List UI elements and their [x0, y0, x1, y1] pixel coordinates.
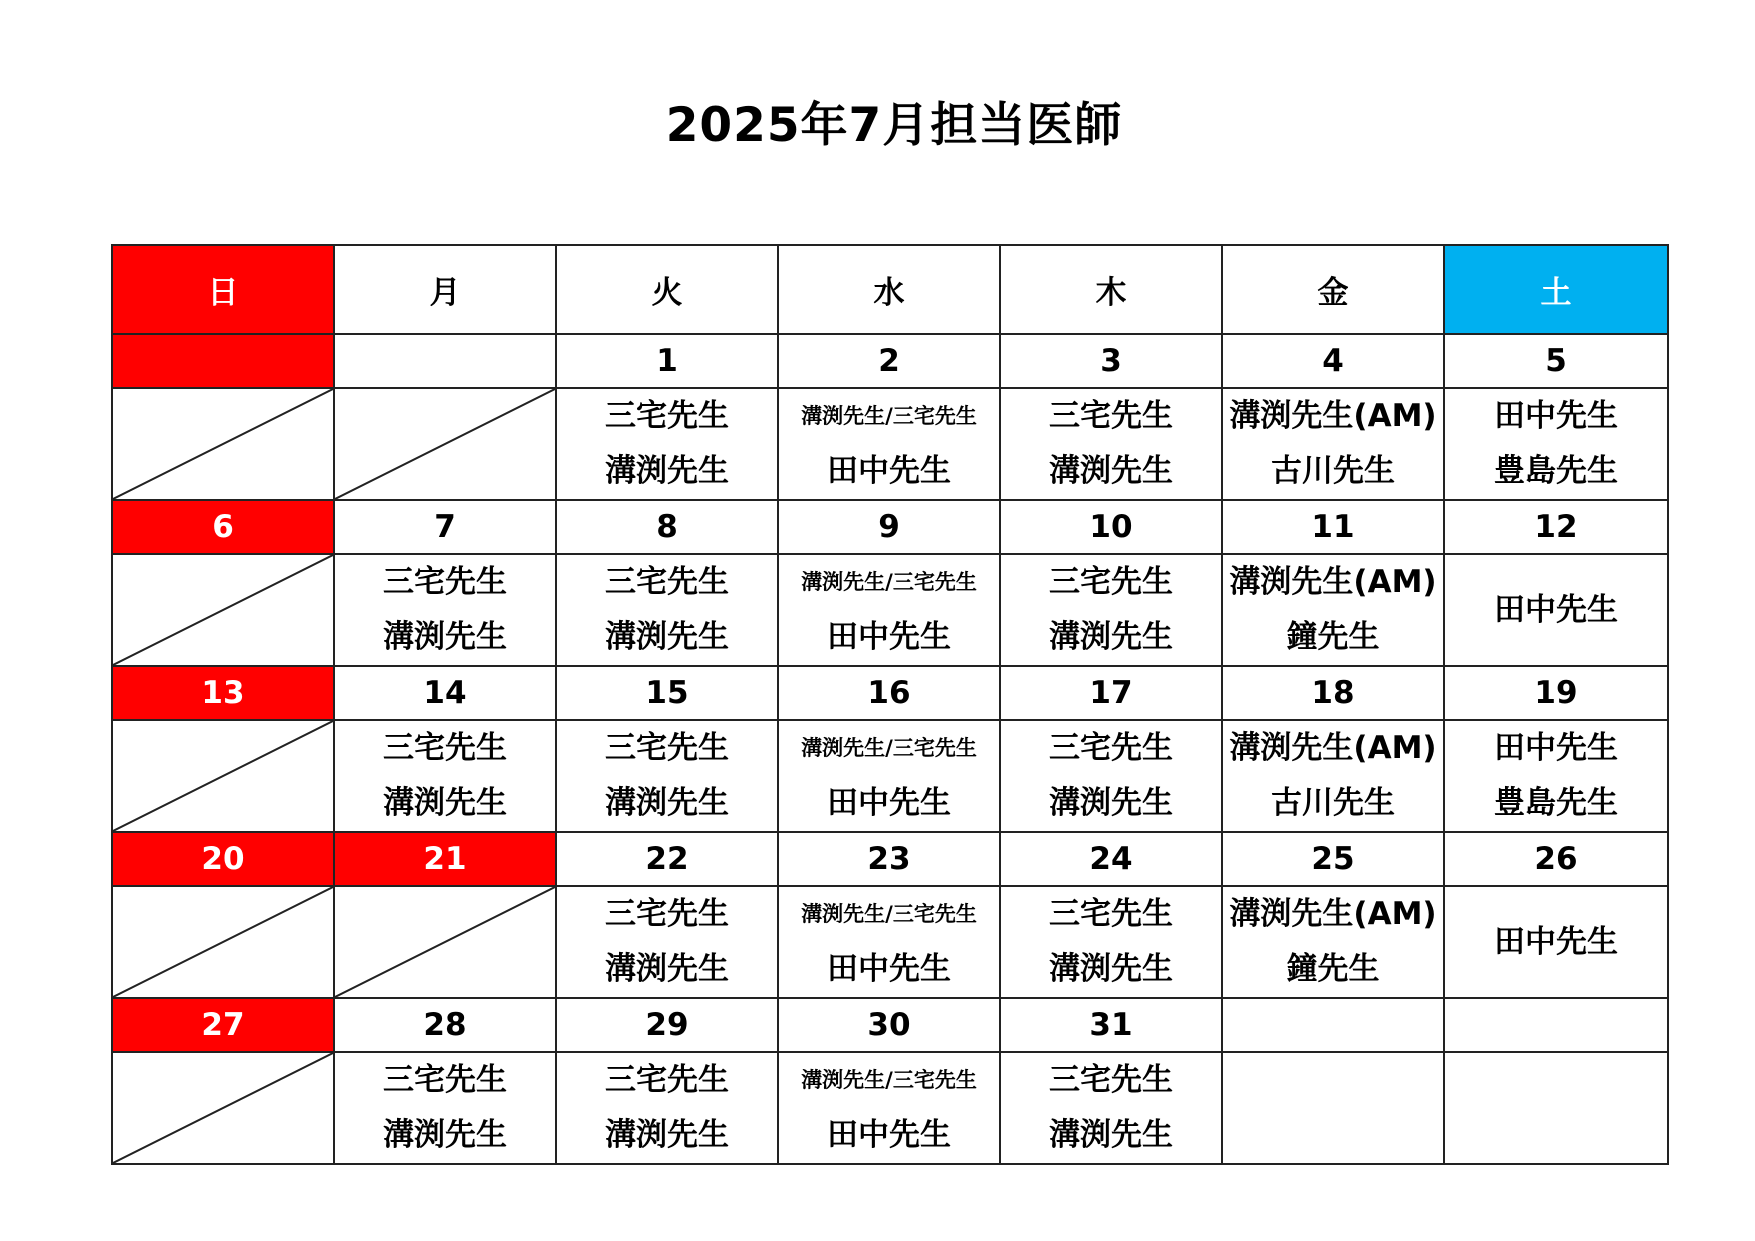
doctor-cell-sat	[1444, 554, 1668, 666]
doctor-cell-mon	[334, 1052, 556, 1164]
date-cell-sat: 19	[1444, 666, 1668, 720]
doctor-name: 三宅先生	[605, 730, 729, 766]
doctor-name: 田中先生	[827, 453, 951, 489]
closed-slash-mark	[335, 887, 555, 997]
doctor-name: 溝渕先生/三宅先生	[801, 736, 977, 760]
date-cell-sat: 12	[1444, 500, 1668, 554]
doctor-name: 三宅先生	[1049, 730, 1173, 766]
doctor-name: 溝渕先生	[383, 1117, 507, 1153]
doctor-name: 溝渕先生/三宅先生	[801, 570, 977, 594]
doctor-name: 溝渕先生	[383, 785, 507, 821]
doctor-name: 古川先生	[1271, 785, 1395, 821]
date-cell-tue: 29	[556, 998, 778, 1052]
doctor-cell-tue	[556, 886, 778, 998]
doctor-name: 三宅先生	[1049, 1062, 1173, 1098]
doctor-name: 溝渕先生/三宅先生	[801, 404, 977, 428]
doctor-row	[112, 1052, 1668, 1164]
closed-slash-mark	[113, 389, 333, 499]
doctor-cell-sun	[112, 554, 334, 666]
date-cell-fri: 25	[1222, 832, 1444, 886]
doctor-name: 溝渕先生/三宅先生	[801, 1068, 977, 1092]
date-cell-thu: 3	[1000, 334, 1222, 388]
date-row	[112, 334, 1668, 388]
weekday-monday: 月	[334, 245, 556, 334]
date-cell-sun: 27	[112, 998, 334, 1052]
date-cell-tue: 22	[556, 832, 778, 886]
doctor-name: 溝渕先生	[1049, 1117, 1173, 1153]
doctor-cell-wed	[778, 1052, 1000, 1164]
doctor-name: 溝渕先生	[605, 453, 729, 489]
closed-slash-mark	[113, 887, 333, 997]
doctor-cell-sun	[112, 1052, 334, 1164]
date-row	[112, 500, 1668, 554]
date-row	[112, 832, 1668, 886]
date-cell-tue: 1	[556, 334, 778, 388]
date-cell-tue: 15	[556, 666, 778, 720]
doctor-name: 溝渕先生	[383, 619, 507, 655]
date-cell-mon: 28	[334, 998, 556, 1052]
doctor-name: 鐘先生	[1286, 951, 1380, 987]
doctor-name: 田中先生	[827, 785, 951, 821]
doctor-name: 溝渕先生(AM)	[1229, 398, 1437, 434]
date-cell-wed: 16	[778, 666, 1000, 720]
weekday-thursday: 木	[1000, 245, 1222, 334]
doctor-cell-fri	[1222, 554, 1444, 666]
date-cell-thu: 10	[1000, 500, 1222, 554]
doctor-row	[112, 388, 1668, 500]
date-cell-thu: 31	[1000, 998, 1222, 1052]
doctor-cell-fri	[1222, 720, 1444, 832]
doctor-cell-sat	[1444, 388, 1668, 500]
date-cell-sat	[1444, 998, 1668, 1052]
doctor-cell-mon	[334, 720, 556, 832]
doctor-name: 溝渕先生	[1049, 951, 1173, 987]
doctor-cell-thu	[1000, 388, 1222, 500]
doctor-name: 三宅先生	[605, 398, 729, 434]
date-cell-sun: 20	[112, 832, 334, 886]
doctor-cell-thu	[1000, 720, 1222, 832]
doctor-row	[112, 554, 1668, 666]
closed-slash-mark	[113, 721, 333, 831]
doctor-name: 田中先生	[1494, 398, 1618, 434]
doctor-name: 溝渕先生(AM)	[1229, 896, 1437, 932]
doctor-name: 三宅先生	[1049, 564, 1173, 600]
doctor-name: 田中先生	[827, 1117, 951, 1153]
doctor-name: 溝渕先生/三宅先生	[801, 902, 977, 926]
weekday-saturday: 土	[1444, 245, 1668, 334]
doctor-name: 田中先生	[1494, 730, 1618, 766]
doctor-name: 三宅先生	[605, 564, 729, 600]
doctor-name: 溝渕先生	[605, 785, 729, 821]
weekday-sunday: 日	[112, 245, 334, 334]
date-cell-wed: 2	[778, 334, 1000, 388]
page-title: 2025年7月担当医師	[665, 98, 1123, 153]
date-row	[112, 666, 1668, 720]
doctor-cell-mon	[334, 388, 556, 500]
doctor-row	[112, 720, 1668, 832]
date-cell-fri	[1222, 998, 1444, 1052]
date-cell-tue: 8	[556, 500, 778, 554]
doctor-name: 溝渕先生(AM)	[1229, 730, 1437, 766]
date-cell-sun	[112, 334, 334, 388]
doctor-cell-tue	[556, 1052, 778, 1164]
doctor-cell-sat	[1444, 1052, 1668, 1164]
doctor-cell-sun	[112, 388, 334, 500]
doctor-cell-mon	[334, 886, 556, 998]
doctor-cell-wed	[778, 388, 1000, 500]
date-cell-wed: 30	[778, 998, 1000, 1052]
weekday-friday: 金	[1222, 245, 1444, 334]
doctor-cell-fri	[1222, 388, 1444, 500]
doctor-name: 三宅先生	[605, 1062, 729, 1098]
doctor-name: 豊島先生	[1494, 785, 1618, 821]
doctor-name: 田中先生	[1494, 923, 1618, 960]
date-cell-thu: 24	[1000, 832, 1222, 886]
doctor-cell-sat	[1444, 720, 1668, 832]
doctor-name: 古川先生	[1271, 453, 1395, 489]
date-cell-mon	[334, 334, 556, 388]
doctor-name: 三宅先生	[383, 1062, 507, 1098]
doctor-name: 溝渕先生	[1049, 453, 1173, 489]
date-cell-sat: 26	[1444, 832, 1668, 886]
date-row	[112, 998, 1668, 1052]
weekday-tuesday: 火	[556, 245, 778, 334]
closed-slash-mark	[113, 555, 333, 665]
doctor-name: 三宅先生	[605, 896, 729, 932]
doctor-cell-tue	[556, 554, 778, 666]
weekday-wednesday: 水	[778, 245, 1000, 334]
doctor-cell-sun	[112, 720, 334, 832]
doctor-name: 溝渕先生	[1049, 785, 1173, 821]
doctor-name: 溝渕先生	[605, 951, 729, 987]
date-cell-fri: 4	[1222, 334, 1444, 388]
doctor-name: 溝渕先生	[605, 1117, 729, 1153]
doctor-row	[112, 886, 1668, 998]
date-cell-sat: 5	[1444, 334, 1668, 388]
doctor-cell-wed	[778, 886, 1000, 998]
weekday-header-row	[112, 245, 1668, 334]
doctor-cell-tue	[556, 720, 778, 832]
date-cell-fri: 11	[1222, 500, 1444, 554]
doctor-cell-wed	[778, 720, 1000, 832]
doctor-name: 田中先生	[827, 951, 951, 987]
doctor-name: 三宅先生	[1049, 896, 1173, 932]
doctor-cell-thu	[1000, 1052, 1222, 1164]
doctor-cell-thu	[1000, 554, 1222, 666]
doctor-cell-wed	[778, 554, 1000, 666]
date-cell-mon: 21	[334, 832, 556, 886]
doctor-name: 溝渕先生(AM)	[1229, 564, 1437, 600]
doctor-name: 豊島先生	[1494, 453, 1618, 489]
date-cell-sun: 13	[112, 666, 334, 720]
schedule-calendar	[111, 244, 1669, 1165]
date-cell-mon: 7	[334, 500, 556, 554]
doctor-cell-sun	[112, 886, 334, 998]
doctor-cell-thu	[1000, 886, 1222, 998]
doctor-cell-fri	[1222, 886, 1444, 998]
doctor-cell-sat	[1444, 886, 1668, 998]
date-cell-wed: 9	[778, 500, 1000, 554]
doctor-name: 鐘先生	[1286, 619, 1380, 655]
doctor-name: 三宅先生	[383, 730, 507, 766]
date-cell-mon: 14	[334, 666, 556, 720]
doctor-cell-fri	[1222, 1052, 1444, 1164]
doctor-cell-tue	[556, 388, 778, 500]
doctor-name: 溝渕先生	[605, 619, 729, 655]
closed-slash-mark	[113, 1053, 333, 1163]
doctor-name: 田中先生	[827, 619, 951, 655]
doctor-name: 田中先生	[1494, 591, 1618, 628]
date-cell-fri: 18	[1222, 666, 1444, 720]
closed-slash-mark	[335, 389, 555, 499]
doctor-name: 三宅先生	[383, 564, 507, 600]
date-cell-thu: 17	[1000, 666, 1222, 720]
date-cell-sun: 6	[112, 500, 334, 554]
doctor-cell-mon	[334, 554, 556, 666]
doctor-name: 溝渕先生	[1049, 619, 1173, 655]
date-cell-wed: 23	[778, 832, 1000, 886]
doctor-name: 三宅先生	[1049, 398, 1173, 434]
